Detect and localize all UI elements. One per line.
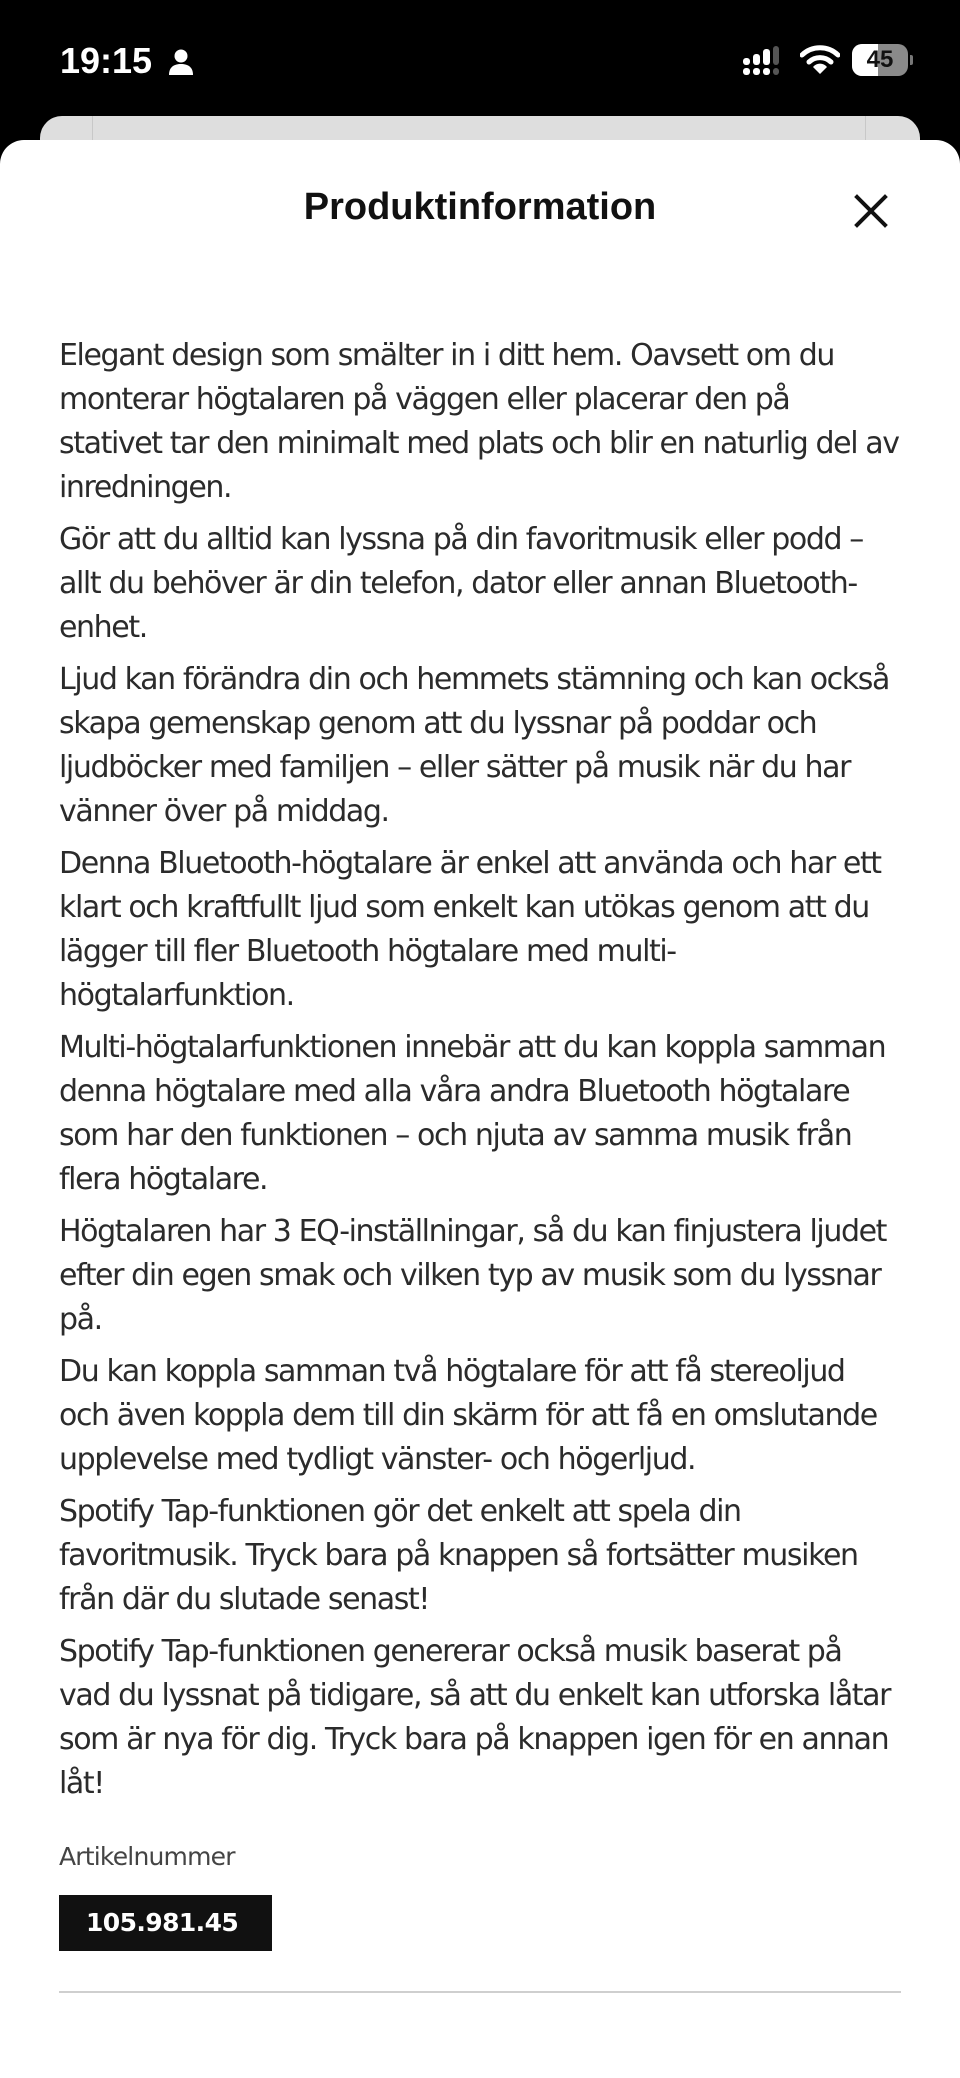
product-info-sheet [0, 140, 960, 2078]
description-paragraph: Du kan koppla samman två högtalare för att få stereoljud och även koppla dem till din skärm för att få en omslutande upplevelse med tydligt vänster- och högerljud. [59, 1354, 877, 1477]
sheet-header [0, 140, 960, 280]
signal-icon [742, 46, 782, 78]
battery-icon [852, 44, 912, 76]
description-paragraph: Spotify Tap-funktionen gör det enkelt att spela din favoritmusik. Tryck bara på knappen så fortsätter musiken från där du slutade senast! [59, 1494, 858, 1617]
article-number-label: Artikelnummer [59, 1842, 235, 1871]
status-bar [0, 0, 960, 118]
close-icon [854, 194, 888, 228]
close-button[interactable] [846, 186, 896, 236]
status-time: 19:15 [60, 40, 153, 81]
description-paragraph: Spotify Tap-funktionen genererar också musik baserat på vad du lyssnat på tidigare, så att du enkelt kan utforska låtar som är nya för dig. Tryck bara på knappen igen för en annan låt! [59, 1634, 891, 1801]
divider [59, 1991, 901, 1993]
description-paragraph: Gör att du alltid kan lyssna på din favoritmusik eller podd – allt du behöver är din telefon, dator eller annan Bluetooth-enhet. [59, 522, 863, 645]
product-description [59, 334, 899, 1993]
battery-percent: 45 [866, 46, 894, 73]
description-paragraph: Multi-högtalarfunktionen innebär att du kan koppla samman denna högtalare med alla våra andra Bluetooth högtalare som har den funktionen – och njuta av samma musik från flera högtalare. [59, 1030, 886, 1197]
wifi-icon [800, 44, 840, 76]
sheet-title: Produktinformation [303, 186, 657, 228]
person-icon [168, 48, 194, 76]
article-number-badge: 105.981.45 [59, 1895, 272, 1951]
description-paragraph: Elegant design som smälter in i ditt hem. Oavsett om du monterar högtalaren på väggen eller placerar den på stativet tar den minimalt med plats och blir en naturlig del av inredningen. [59, 338, 899, 505]
description-paragraph: Ljud kan förändra din och hemmets stämning och kan också skapa gemenskap genom att du lyssnar på poddar och ljudböcker med familjen – eller sätter på musik när du har vänner över på middag. [59, 662, 889, 829]
description-paragraph: Högtalaren har 3 EQ-inställningar, så du kan finjustera ljudet efter din egen smak och vilken typ av musik som du lyssnar på. [59, 1214, 887, 1337]
description-paragraph: Denna Bluetooth-högtalare är enkel att använda och har ett klart och kraftfullt ljud som enkelt kan utökas genom att du lägger till fler Bluetooth högtalare med multi-högtalarfunktion. [59, 846, 881, 1013]
